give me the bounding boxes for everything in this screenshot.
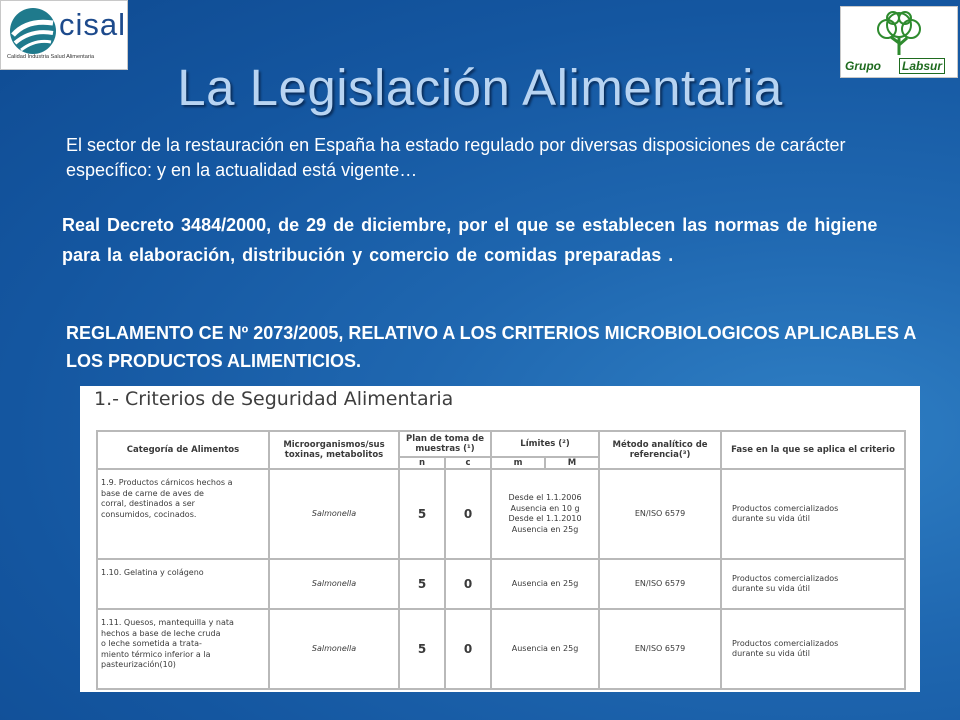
slide-title: La Legislación Alimentaria <box>177 59 783 116</box>
row-n: 5 <box>399 609 445 689</box>
row-limits: Desde el 1.1.2006 Ausencia en 10 g Desde el 1.1.2010 Ausencia en 25g <box>491 469 599 559</box>
row-limits: Ausencia en 25g <box>491 559 599 609</box>
row-category: 1.10. Gelatina y colágeno <box>97 559 269 609</box>
row-limits: Ausencia en 25g <box>491 609 599 689</box>
row-n: 5 <box>399 469 445 559</box>
header-category: Categoría de Alimentos <box>97 431 269 469</box>
header-microorganisms: Microorganismos/sus toxinas, metabolitos <box>269 431 399 469</box>
header-n: n <box>399 457 445 469</box>
row-method: EN/ISO 6579 <box>599 559 721 609</box>
header-m: m <box>491 457 545 469</box>
header-limits: Límites (²) <box>491 431 599 457</box>
table-row <box>97 559 905 609</box>
row-category: 1.9. Productos cárnicos hechos a base de carne de aves de corral, destinados a ser consumidos, cocinados. <box>97 469 269 559</box>
criteria-table-image <box>80 386 920 692</box>
header-c: c <box>445 457 491 469</box>
tree-icon <box>869 9 929 57</box>
row-c: 0 <box>445 469 491 559</box>
row-microorganism: Salmonella <box>269 559 399 609</box>
row-phase: Productos comercializados durante su vida útil <box>721 609 905 689</box>
row-microorganism: Salmonella <box>269 609 399 689</box>
row-phase: Productos comercializados durante su vida útil <box>721 559 905 609</box>
grupo-logo-text: Grupo <box>845 59 881 73</box>
table-row <box>97 469 905 559</box>
header-phase: Fase en la que se aplica el criterio <box>721 431 905 469</box>
row-method: EN/ISO 6579 <box>599 469 721 559</box>
cisal-swirl-icon <box>7 5 59 57</box>
header-method: Método analítico de referencia(³) <box>599 431 721 469</box>
header-sampling: Plan de toma de muestras (¹) <box>399 431 491 457</box>
row-microorganism: Salmonella <box>269 469 399 559</box>
regulation-paragraph: REGLAMENTO CE Nº 2073/2005, RELATIVO A LOS CRITERIOS MICROBIOLOGICOS APLICABLES A LOS PRODUCTOS ALIMENTICIOS. <box>66 323 916 371</box>
labsur-logo-text: Labsur <box>899 58 945 74</box>
row-category: 1.11. Quesos, mantequilla y nata hechos a base de leche cruda o leche sometida a trata- miento térmico inferior a la pasteurización(10) <box>97 609 269 689</box>
row-c: 0 <box>445 609 491 689</box>
table-row <box>97 609 905 689</box>
cisal-logo-text: cisal <box>59 7 127 42</box>
royal-decree-paragraph: Real Decreto 3484/2000, de 29 de diciembre, por el que se establecen las normas de higiene para la elaboración, distribución y comercio de comidas preparadas . <box>62 215 878 265</box>
food-safety-criteria-table <box>96 430 906 690</box>
row-phase: Productos comercializados durante su vida útil <box>721 469 905 559</box>
row-c: 0 <box>445 559 491 609</box>
intro-paragraph: El sector de la restauración en España ha estado regulado por diversas disposiciones de carácter específico: y en la actualidad está vigente… <box>66 135 846 180</box>
row-method: EN/ISO 6579 <box>599 609 721 689</box>
header-M: M <box>545 457 599 469</box>
row-n: 5 <box>399 559 445 609</box>
table-heading: 1.- Criterios de Seguridad Alimentaria <box>94 388 454 410</box>
cisal-logo-subtitle: Calidad Industria Salud Alimentaria <box>7 54 95 60</box>
